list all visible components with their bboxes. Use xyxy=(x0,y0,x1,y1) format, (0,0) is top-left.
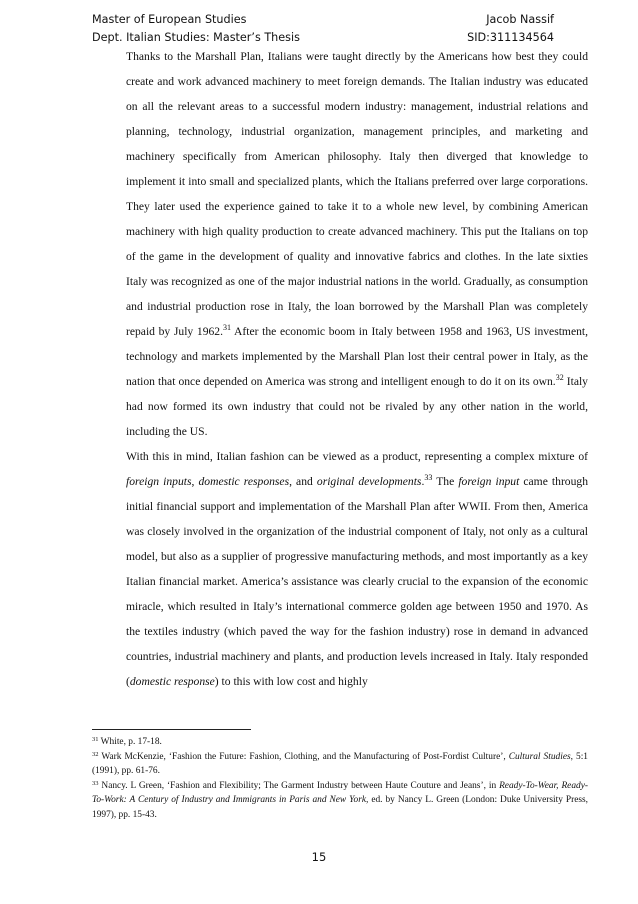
paragraph-2-text-c: , and xyxy=(289,475,317,488)
paragraph-1-text-c: Italy had now formed its own industry that could not be rivaled by any other nation in the world, including the US. xyxy=(126,375,588,438)
term-foreign-input: foreign input xyxy=(458,475,520,488)
footnote-ref-33[interactable]: 33 xyxy=(424,473,433,482)
footnote-text: Wark McKenzie, ‘Fashion the Future: Fashion, Clothing, and the Manufacturing of Post-Fordist Culture’, xyxy=(98,751,509,762)
footnote-divider xyxy=(92,729,251,730)
footnote-text: , 5:1 (1991), pp. 61-76. xyxy=(92,751,588,777)
footnote-number: 33 xyxy=(92,779,99,787)
footnote-31 xyxy=(92,735,588,750)
footnote-text: White, p. 17-18. xyxy=(98,737,162,747)
paragraph-2-text-b: , xyxy=(191,475,199,488)
header-row-1 xyxy=(92,11,554,29)
footnote-ref-31[interactable]: 31 xyxy=(223,323,231,332)
footnote-ref-32[interactable]: 32 xyxy=(555,373,564,382)
paragraph-2-text-d: . xyxy=(421,475,425,488)
author-name: Jacob Nassif xyxy=(486,13,554,26)
term-domestic-response: domestic response xyxy=(129,675,215,688)
term-domestic-responses: domestic responses xyxy=(198,475,290,488)
body-text xyxy=(126,44,588,694)
footnote-text: Nancy. L Green, ‘Fashion and Flexibility; The Garment Industry between Haute Couture and Jeans’, in xyxy=(98,780,500,791)
paragraph-2 xyxy=(126,444,588,694)
program-name: Master of European Studies xyxy=(92,13,247,26)
footnote-33 xyxy=(92,779,588,823)
paragraph-2-text-a: With this in mind, Italian fashion can be viewed as a product, representing a complex mixture of xyxy=(126,450,588,463)
paragraph-1-text-b: After the economic boom in Italy between 1958 and 1963, US investment, technology and markets implemented by the Marshall Plan lost their central power in Italy, as the nation that once depended on America was strong and intelligent enough to do it on its own. xyxy=(126,325,589,388)
student-id: SID:311134564 xyxy=(467,31,554,44)
term-original-developments: original developments xyxy=(316,475,422,488)
paragraph-2-text-g: ) to this with low cost and highly xyxy=(214,675,368,688)
paragraph-1-text-a: Thanks to the Marshall Plan, Italians were taught directly by the Americans how best they could create and work advanced machinery to meet foreign demands. The Italian industry was educated on all the relevant areas to a successful modern industry: management, industrial relations and planning, technology, industrial organization, management principles, and marketing and machinery specifically from American philosophy. Italy then diverged that knowledge to implement it into small and specialized plants, which the Italians preferred over large corporations. They later used the experience gained to take it to a whole new level, by combining American machinery with high quality production to create advanced machinery. This put the Italians on top of the game in the development of quality and innovative fabrics and clothes. In the late sixties Italy was recognized as one of the major industrial nations in the world. Gradually, as consumption and industrial production rose in Italy, the loan borrowed by the Marshall Plan was completely repaid by July 1962. xyxy=(126,50,588,338)
footnote-number: 32 xyxy=(92,750,99,758)
footnote-book-title: Ready-To-Wear, Ready-To-Work: A Century of Industry and Immigrants in Paris and New York xyxy=(92,780,588,806)
footnote-text: , ed. by Nancy L. Green (London: Duke University Press, 1997), pp. 15-43. xyxy=(92,795,589,820)
footnote-32 xyxy=(92,750,588,779)
term-foreign-inputs: foreign inputs xyxy=(126,475,192,488)
paragraph-1 xyxy=(126,44,588,444)
footnotes xyxy=(92,735,588,823)
paragraph-2-text-f: came through initial financial support and implementation of the Marshall Plan after WWII. From then, America was closely involved in the organization of the industrial component of Italy, not only as a cultural model, but also as a supplier of progressive manufacturing methods, and most importantly as a key Italian financial market. America’s assistance was clearly crucial to the expansion of the economic miracle, which resulted in Italy’s international commerce golden age between 1950 and 1970. As the textiles industry (which paved the way for the fashion industry) rose in demand in advanced countries, industrial machinery and plants, and production levels increased in Italy. Italy responded ( xyxy=(126,475,588,688)
page-number: 15 xyxy=(311,850,327,864)
department-name: Dept. Italian Studies: Master’s Thesis xyxy=(92,31,300,44)
paragraph-2-text-e: The xyxy=(432,475,459,488)
footnote-journal-title: Cultural Studies xyxy=(508,751,571,762)
page-header xyxy=(92,11,554,47)
footnote-number: 31 xyxy=(92,736,99,743)
